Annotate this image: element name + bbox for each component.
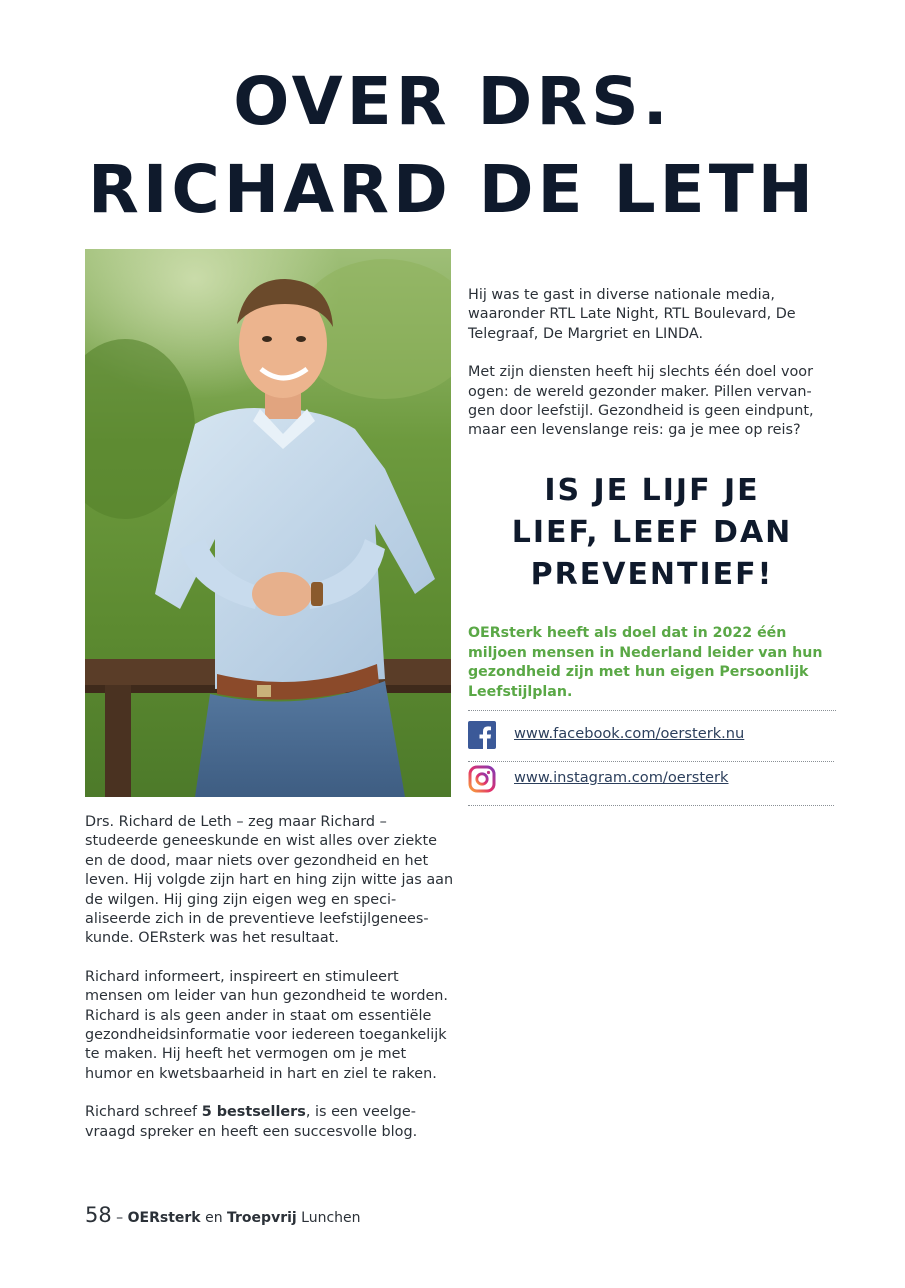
footer-dash: –	[111, 1210, 128, 1226]
footer-joiner: en	[200, 1210, 228, 1226]
mission-statement: OERsterk heeft als doel dat in 2022 één miljoen mensen in Nederland leider van hun gezondheid zijn met hun eigen Persoonlijk Leefstijlplan.	[468, 624, 836, 711]
slogan-heading	[468, 470, 836, 596]
page-number: 58	[85, 1203, 112, 1227]
facebook-link-row	[468, 721, 834, 762]
bio-paragraph-1: Drs. Richard de Leth – zeg maar Richard – studeerde geneeskunde en wist alles over ziekte en de dood, maar niets over gezondheid en het leven. Hij volgde zijn hart en hing zijn witte jas aan de wilgen. Hij ging zijn eigen weg en speci-aliseerde zich in de preventieve leefstijlgenees-kunde. OERsterk was het resultaat.	[85, 814, 454, 947]
slogan-line-3: PREVENTIEF!	[530, 557, 774, 592]
page-title-line-1: OVER DRS.	[233, 63, 672, 140]
facebook-link[interactable]: www.facebook.com/oersterk.nu	[514, 725, 745, 742]
instagram-link-row	[468, 765, 834, 806]
bio-paragraph-2: Richard informeert, inspireert en stimuleert mensen om leider van hun gezondheid te worden. Richard is als geen ander in staat om essentiële gezondheidsinformatie voor iedereen toegankelijk te maken. Hij heeft het vermogen om je met humor en kwetsbaarheid in hart en ziel te raken.	[85, 968, 449, 1082]
footer-suffix: Lunchen	[296, 1210, 361, 1226]
footer-brand-troepvrij: Troepvrij	[227, 1210, 297, 1226]
biography-right-column	[468, 286, 836, 460]
instagram-icon	[468, 765, 496, 793]
instagram-link[interactable]: www.instagram.com/oersterk	[514, 769, 729, 786]
mission-paragraph: Met zijn diensten heeft hij slechts één doel voor ogen: de wereld gezonder maker. Pillen vervan-gen door leefstijl. Gezondheid is geen eindpunt, maar een levenslange reis: ga je mee op reis?	[468, 364, 814, 439]
bestsellers-highlight: 5 bestsellers	[201, 1104, 306, 1121]
page-title	[0, 58, 905, 234]
media-paragraph: Hij was te gast in diverse nationale media, waaronder RTL Late Night, RTL Boulevard, De Telegraaf, De Margriet en LINDA.	[468, 287, 796, 342]
slogan-line-1: IS JE LIJF JE	[544, 473, 760, 508]
biography-left-column	[85, 813, 455, 1161]
bio-paragraph-3	[85, 1103, 455, 1142]
page-footer	[85, 1203, 361, 1227]
bio-p3-text-before: Richard schreef	[85, 1104, 202, 1121]
page-title-line-2: RICHARD DE LETH	[88, 151, 817, 228]
portrait-photo	[85, 249, 451, 797]
facebook-icon	[468, 721, 496, 749]
slogan-line-2: LIEF, LEEF DAN	[511, 515, 793, 550]
footer-brand-oersterk: OERsterk	[127, 1210, 201, 1226]
bio-p3-text-after: , is een veelge-vraagd spreker en heeft een succesvolle blog.	[85, 1104, 418, 1140]
